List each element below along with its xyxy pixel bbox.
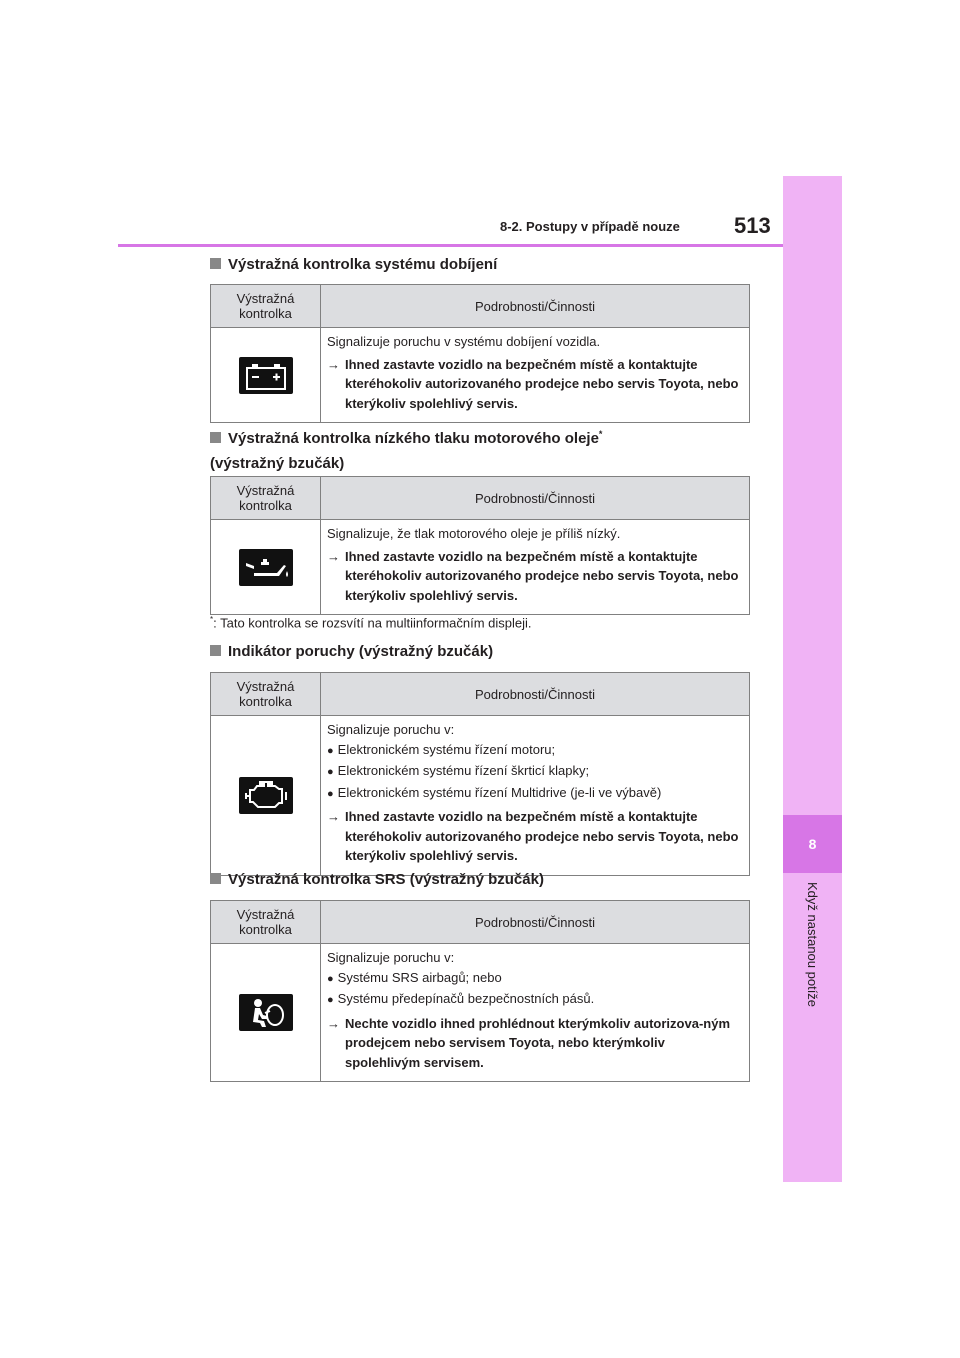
action-instruction: → Nechte vozidlo ihned prohlédnout kterýmkoliv autorizova-ným prodejcem nebo servisem Toyota, nebo kterýmkoliv spolehlivým servisem. <box>327 1014 743 1073</box>
list-item: ● Elektronickém systému řízení Multidrive (je-li ve výbavě) <box>327 783 743 805</box>
action-instruction: → Ihned zastavte vozidlo na bezpečném místě a kontaktujte kteréhokoliv autorizovaného prodejce nebo servis Toyota, nebo kterýkoliv spolehlivý servis. <box>327 807 743 866</box>
square-bullet-icon <box>210 873 221 884</box>
square-bullet-icon <box>210 432 221 443</box>
footnote-mark: * <box>210 615 214 624</box>
engine-icon <box>239 777 293 814</box>
details-cell <box>321 328 750 423</box>
details-cell <box>321 520 750 615</box>
description: Signalizuje poruchu v systému dobíjení vozidla. <box>327 334 601 349</box>
icon-cell <box>211 520 321 615</box>
column-header-details: Podrobnosti/Činnosti <box>321 477 750 520</box>
action-instruction: → Ihned zastavte vozidlo na bezpečném místě a kontaktujte kteréhokoliv autorizovaného prodejce nebo servis Toyota, nebo kterýkoliv spolehlivý servis. <box>327 547 743 606</box>
section-title: 8-2. Postupy v případě nouze <box>500 219 680 234</box>
section-heading-oil-pressure <box>210 423 602 475</box>
column-header-light: Výstražná kontrolka <box>211 901 321 944</box>
oil-can-icon <box>239 549 293 586</box>
footnote-text: : Tato kontrolka se rozsvítí na multiinformačním displeji. <box>213 615 532 631</box>
warning-table-malfunction <box>210 672 750 876</box>
icon-cell <box>211 944 321 1082</box>
column-header-details: Podrobnosti/Činnosti <box>321 673 750 716</box>
icon-cell <box>211 716 321 876</box>
list-item: ● Systému předepínačů bezpečnostních pásů. <box>327 989 743 1011</box>
column-header-light: Výstražná kontrolka <box>211 285 321 328</box>
list-item: ● Systému SRS airbagů; nebo <box>327 968 743 990</box>
details-cell <box>321 944 750 1082</box>
warning-table-srs <box>210 900 750 1082</box>
footnote <box>210 615 532 630</box>
heading-text: Výstražná kontrolka systému dobíjení <box>228 256 498 273</box>
column-header-light: Výstražná kontrolka <box>211 673 321 716</box>
arrow-right-icon: → <box>327 1015 340 1031</box>
icon-cell <box>211 328 321 423</box>
square-bullet-icon <box>210 645 221 656</box>
chapter-title: Když nastanou potíže <box>804 882 820 1008</box>
page-number: 513 <box>734 213 771 238</box>
chapter-title-vertical <box>783 882 842 1042</box>
arrow-right-icon: → <box>327 548 340 564</box>
section-heading-malfunction <box>210 641 493 663</box>
section-heading-charging <box>210 254 497 276</box>
list-item: ● Elektronickém systému řízení škrticí klapky; <box>327 761 743 783</box>
heading-text: Indikátor poruchy (výstražný bzučák) <box>228 643 494 660</box>
description: Signalizuje poruchu v: <box>327 722 455 737</box>
battery-icon <box>239 357 293 394</box>
details-cell <box>321 716 750 876</box>
description: Signalizuje, že tlak motorového oleje je příliš nízký. <box>327 526 621 541</box>
column-header-details: Podrobnosti/Činnosti <box>321 285 750 328</box>
warning-table-oil-pressure <box>210 476 750 615</box>
chapter-number: 8 <box>783 815 842 873</box>
airbag-icon <box>239 994 293 1031</box>
square-bullet-icon <box>210 258 221 269</box>
column-header-light: Výstražná kontrolka <box>211 477 321 520</box>
footnote-mark: * <box>598 429 603 439</box>
arrow-right-icon: → <box>327 356 340 372</box>
heading-text: Výstražná kontrolka nízkého tlaku motorového oleje <box>228 430 599 447</box>
column-header-details: Podrobnosti/Činnosti <box>321 901 750 944</box>
heading-subtext: (výstražný bzučák) <box>210 455 345 472</box>
list-item: ● Elektronickém systému řízení motoru; <box>327 740 743 762</box>
heading-text: Výstražná kontrolka SRS (výstražný bzučák) <box>228 871 544 888</box>
description: Signalizuje poruchu v: <box>327 950 455 965</box>
action-instruction: → Ihned zastavte vozidlo na bezpečném místě a kontaktujte kteréhokoliv autorizovaného prodejce nebo servis Toyota, nebo kterýkoliv spolehlivý servis. <box>327 355 743 414</box>
section-heading-srs <box>210 869 544 891</box>
arrow-right-icon: → <box>327 809 340 824</box>
header-divider <box>118 244 783 247</box>
warning-table-charging <box>210 284 750 423</box>
